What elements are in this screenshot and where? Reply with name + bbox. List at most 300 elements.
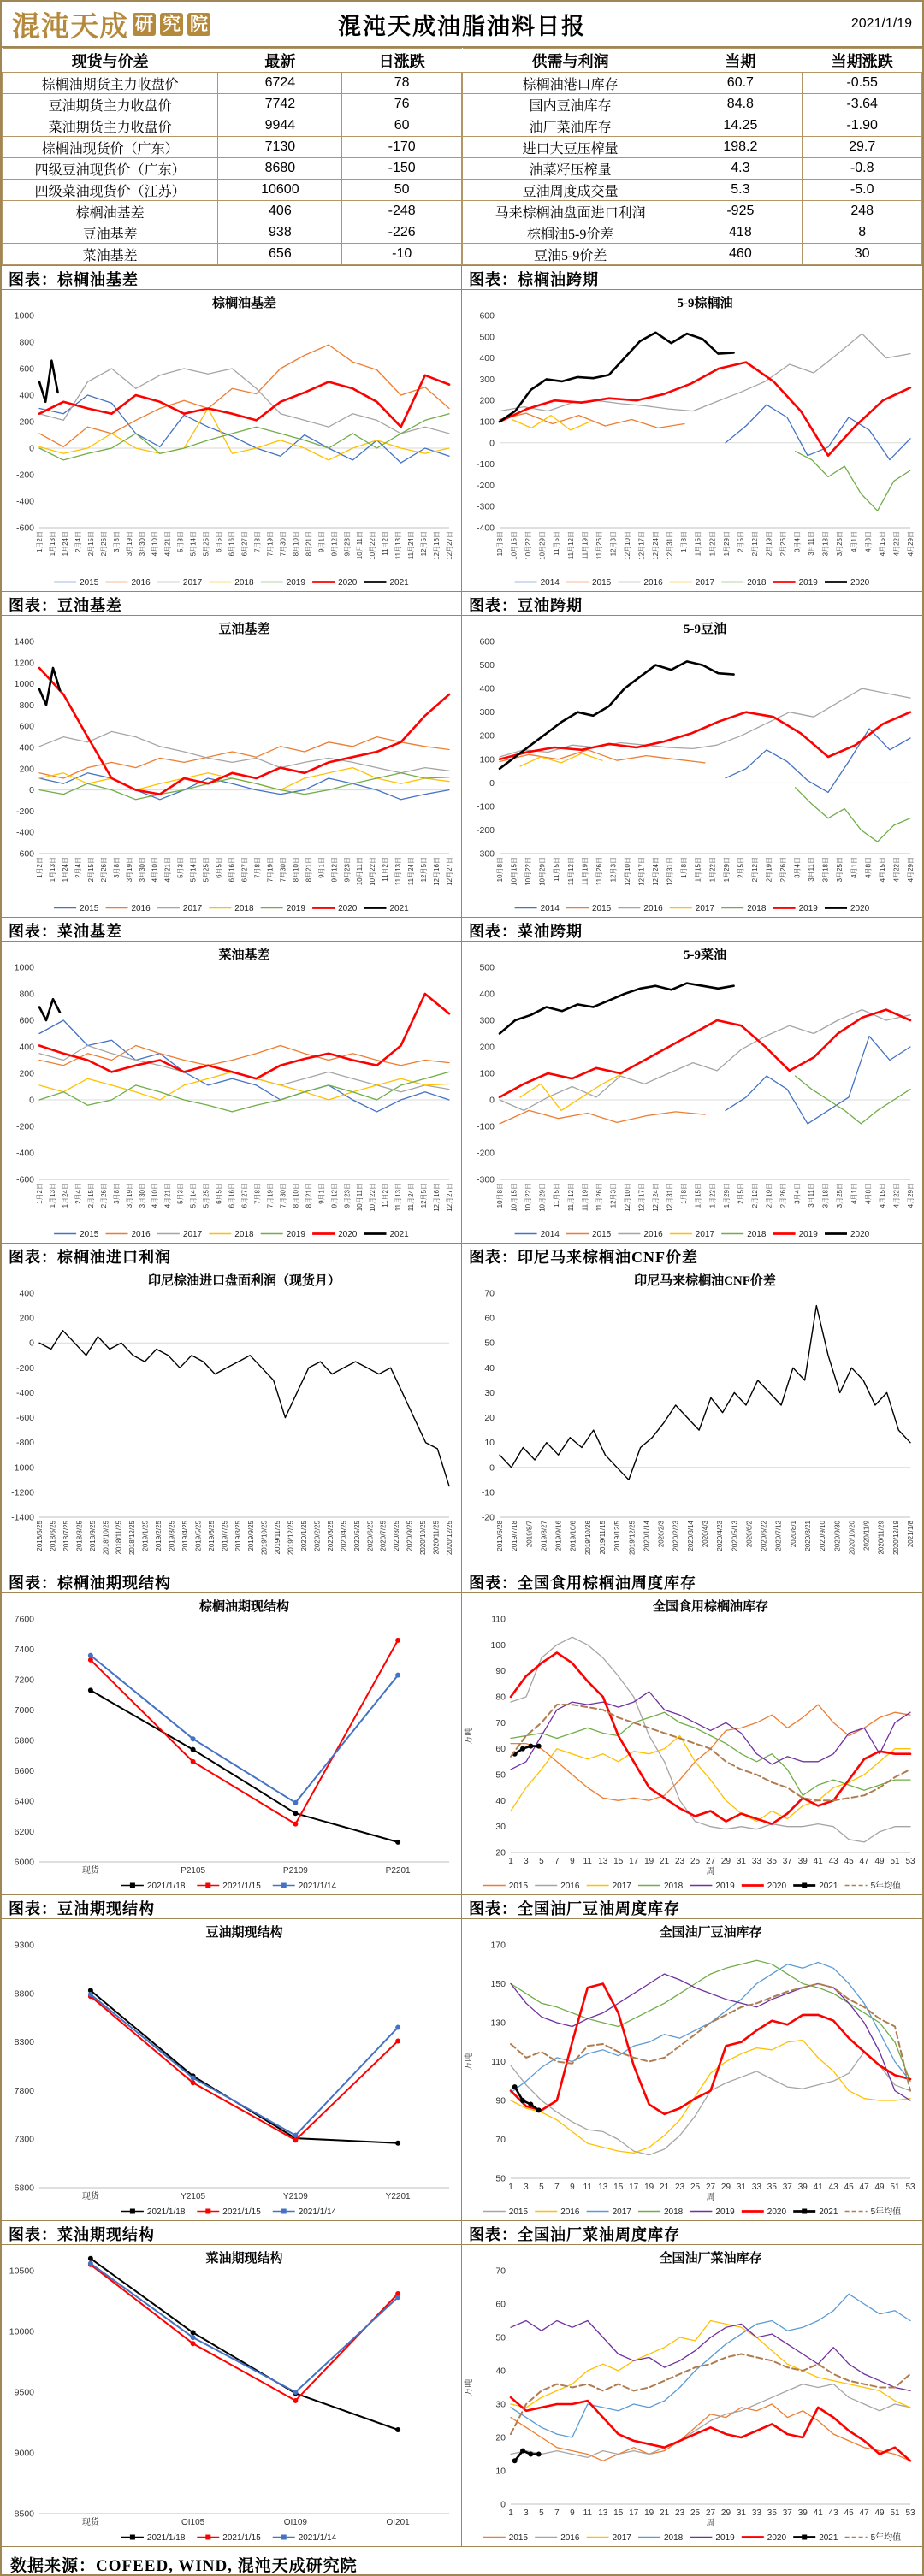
svg-text:10月22日: 10月22日 <box>369 531 377 560</box>
svg-text:2015: 2015 <box>592 578 612 588</box>
section-label: 图表：豆油基差 <box>2 592 461 616</box>
svg-text:10月22日: 10月22日 <box>524 531 533 560</box>
chart-cell-rape-inventory <box>462 2221 922 2546</box>
svg-text:10月22日: 10月22日 <box>369 1183 377 1212</box>
svg-text:2020/1/25: 2020/1/25 <box>300 1521 309 1551</box>
svg-text:23: 23 <box>675 2183 685 2192</box>
svg-text:2020/5/25: 2020/5/25 <box>352 1521 361 1551</box>
svg-text:8月21日: 8月21日 <box>305 857 313 883</box>
svg-text:6月16日: 6月16日 <box>228 531 236 557</box>
svg-text:3月18日: 3月18日 <box>821 1183 830 1208</box>
svg-text:60: 60 <box>484 1313 495 1324</box>
svg-text:-600: -600 <box>15 848 34 860</box>
svg-text:2021/1/18: 2021/1/18 <box>146 1882 186 1891</box>
table-value: 8 <box>803 222 922 244</box>
svg-text:2019/8/27: 2019/8/27 <box>540 1521 548 1551</box>
svg-text:-200: -200 <box>15 806 34 817</box>
svg-text:12月10日: 12月10日 <box>623 531 631 560</box>
svg-text:90: 90 <box>495 1666 506 1677</box>
chart-row-3 <box>2 918 922 1244</box>
svg-text:60: 60 <box>495 1744 506 1755</box>
svg-text:2017: 2017 <box>695 578 715 588</box>
section-label: 图表：全国油厂菜油周度库存 <box>462 2221 922 2245</box>
svg-text:11月19日: 11月19日 <box>581 857 589 886</box>
svg-text:11月24日: 11月24日 <box>407 1183 416 1212</box>
svg-text:12月27日: 12月27日 <box>446 531 453 560</box>
table-value: -0.8 <box>803 158 922 180</box>
table-value: 14.25 <box>678 115 803 137</box>
svg-text:2021: 2021 <box>389 1230 409 1239</box>
svg-text:2月12日: 2月12日 <box>750 1183 759 1208</box>
svg-text:1000: 1000 <box>14 310 34 322</box>
svg-text:10月11日: 10月11日 <box>356 857 364 886</box>
svg-text:OI105: OI105 <box>181 2518 205 2527</box>
svg-text:2021/1/15: 2021/1/15 <box>222 1882 261 1891</box>
svg-text:33: 33 <box>751 2508 761 2518</box>
svg-text:现货: 现货 <box>81 1866 99 1876</box>
section-label: 图表：印尼马来棕榈油CNF价差 <box>462 1244 922 1267</box>
svg-text:1月2日: 1月2日 <box>36 857 44 878</box>
svg-text:40: 40 <box>495 2366 506 2377</box>
svg-text:400: 400 <box>19 742 34 753</box>
table-value: 9944 <box>218 115 342 137</box>
svg-text:1月15日: 1月15日 <box>694 531 702 557</box>
svg-text:2016: 2016 <box>643 578 663 588</box>
chart-cell-cnf-spread <box>462 1244 922 1569</box>
svg-text:27: 27 <box>705 1857 716 1866</box>
svg-text:2020/3/25: 2020/3/25 <box>326 1521 335 1551</box>
chart-row-4 <box>2 1244 922 1569</box>
table-row-label: 四级豆油现货价（广东） <box>3 158 218 180</box>
svg-text:3月25日: 3月25日 <box>836 531 844 557</box>
svg-text:11月26日: 11月26日 <box>595 531 603 560</box>
svg-text:周: 周 <box>706 2519 715 2528</box>
svg-text:2020: 2020 <box>767 1882 787 1891</box>
svg-text:4月29日: 4月29日 <box>907 531 915 557</box>
svg-text:12月24日: 12月24日 <box>652 1183 660 1212</box>
svg-text:19: 19 <box>644 2183 654 2192</box>
svg-text:现货: 现货 <box>81 2192 99 2201</box>
svg-text:51: 51 <box>890 2508 900 2518</box>
svg-text:29: 29 <box>720 2183 732 2192</box>
svg-text:300: 300 <box>479 707 495 718</box>
svg-text:2017: 2017 <box>695 904 715 913</box>
svg-text:7月19日: 7月19日 <box>266 531 275 557</box>
svg-text:2017: 2017 <box>182 904 203 913</box>
svg-text:11月5日: 11月5日 <box>553 1183 561 1208</box>
svg-text:2月15日: 2月15日 <box>86 531 95 557</box>
col-header-spot: 现货与价差 <box>3 49 218 73</box>
svg-text:1月13日: 1月13日 <box>48 531 56 557</box>
svg-text:2020/12/19: 2020/12/19 <box>891 1521 900 1556</box>
svg-text:6000: 6000 <box>14 1857 34 1868</box>
report-header <box>2 2 922 48</box>
report-date: 2021/1/19 <box>850 16 912 31</box>
chart-svg-c6 <box>462 942 922 1243</box>
svg-text:8月10日: 8月10日 <box>292 1183 300 1208</box>
svg-text:5月3日: 5月3日 <box>176 857 185 878</box>
svg-text:2015: 2015 <box>592 904 612 913</box>
svg-text:200: 200 <box>19 417 34 428</box>
table-value: -0.55 <box>803 73 922 94</box>
svg-text:0: 0 <box>489 1095 495 1106</box>
table-value: 5.3 <box>678 180 803 201</box>
chart-svg-c9 <box>2 1593 461 1894</box>
svg-text:21: 21 <box>660 1857 670 1866</box>
svg-text:21: 21 <box>660 2508 670 2518</box>
svg-text:2018: 2018 <box>747 904 767 913</box>
svg-text:2020: 2020 <box>338 578 358 588</box>
svg-text:-600: -600 <box>15 1413 34 1424</box>
svg-text:2019/10/26: 2019/10/26 <box>583 1521 592 1556</box>
svg-text:2020: 2020 <box>767 2533 787 2543</box>
svg-text:4月10日: 4月10日 <box>151 857 159 883</box>
svg-text:12月31日: 12月31日 <box>666 1183 674 1212</box>
svg-text:2017: 2017 <box>612 1882 631 1891</box>
svg-text:1月29日: 1月29日 <box>722 857 731 883</box>
svg-text:-100: -100 <box>476 801 495 812</box>
svg-text:6月5日: 6月5日 <box>215 857 223 878</box>
svg-text:2021: 2021 <box>819 2207 838 2217</box>
svg-text:11月2日: 11月2日 <box>382 1183 390 1208</box>
svg-text:12月16日: 12月16日 <box>433 1183 441 1212</box>
svg-text:7: 7 <box>554 1857 560 1866</box>
svg-text:9: 9 <box>570 1857 575 1866</box>
svg-text:2014: 2014 <box>540 1230 560 1239</box>
svg-text:-400: -400 <box>476 523 495 534</box>
table-value: 248 <box>803 201 922 222</box>
table-row <box>3 201 462 222</box>
svg-text:豆油期现结构: 豆油期现结构 <box>205 1926 283 1940</box>
svg-text:P2201: P2201 <box>385 1866 411 1876</box>
svg-text:10月11日: 10月11日 <box>356 531 364 560</box>
svg-text:全国油厂豆油库存: 全国油厂豆油库存 <box>659 1926 762 1940</box>
chart-row-2 <box>2 592 922 918</box>
svg-text:-20: -20 <box>481 1512 495 1523</box>
svg-text:15: 15 <box>613 2183 624 2192</box>
svg-text:-400: -400 <box>15 496 34 507</box>
svg-text:6月27日: 6月27日 <box>240 1183 249 1208</box>
svg-text:7: 7 <box>554 2508 560 2518</box>
svg-text:30: 30 <box>484 1387 495 1398</box>
svg-text:1月22日: 1月22日 <box>708 1183 717 1208</box>
svg-text:1: 1 <box>508 2183 513 2192</box>
svg-text:4月22日: 4月22日 <box>892 531 901 557</box>
table-row <box>463 94 922 115</box>
svg-text:100: 100 <box>490 1640 506 1651</box>
svg-text:2015: 2015 <box>80 1230 99 1239</box>
svg-text:10月22日: 10月22日 <box>524 1183 533 1212</box>
svg-text:2020: 2020 <box>850 904 870 913</box>
svg-text:10月15日: 10月15日 <box>510 857 518 886</box>
svg-text:3月19日: 3月19日 <box>125 531 133 557</box>
table-value: 60.7 <box>678 73 803 94</box>
svg-text:2月5日: 2月5日 <box>737 1183 745 1204</box>
svg-text:10月29日: 10月29日 <box>538 531 547 560</box>
svg-text:8月10日: 8月10日 <box>292 857 300 883</box>
svg-text:2020: 2020 <box>338 904 358 913</box>
svg-text:P2105: P2105 <box>181 1866 206 1876</box>
svg-text:-300: -300 <box>476 1174 495 1185</box>
svg-text:2015: 2015 <box>592 1230 612 1239</box>
svg-text:10月29日: 10月29日 <box>538 857 547 886</box>
table-row <box>463 201 922 222</box>
chart-cell-rape-term <box>2 2221 462 2546</box>
svg-text:12月10日: 12月10日 <box>623 1183 631 1212</box>
chart-palm-basis <box>2 290 461 591</box>
svg-text:P2109: P2109 <box>282 1866 308 1876</box>
svg-text:4月22日: 4月22日 <box>892 857 901 883</box>
svg-text:-200: -200 <box>476 1148 495 1159</box>
table-value: 7742 <box>218 94 342 115</box>
section-label: 图表：棕榈油跨期 <box>462 266 922 290</box>
svg-text:棕榈油期现结构: 棕榈油期现结构 <box>198 1600 290 1614</box>
chart-svg-c14 <box>462 2245 922 2546</box>
svg-text:200: 200 <box>19 1068 34 1079</box>
svg-text:2020/4/23: 2020/4/23 <box>716 1521 725 1551</box>
svg-text:5月3日: 5月3日 <box>176 531 185 552</box>
table-row <box>3 94 462 115</box>
svg-text:2019/12/25: 2019/12/25 <box>287 1521 295 1556</box>
svg-text:13: 13 <box>598 2508 608 2518</box>
svg-text:2月19日: 2月19日 <box>765 1183 773 1208</box>
svg-text:53: 53 <box>905 2508 915 2518</box>
svg-text:3月8日: 3月8日 <box>112 857 121 878</box>
svg-text:4月21日: 4月21日 <box>163 531 172 557</box>
chart-svg-c7 <box>2 1267 461 1569</box>
table-row-label: 油厂菜油库存 <box>463 115 678 137</box>
svg-text:2月26日: 2月26日 <box>779 1183 788 1208</box>
svg-text:9月23日: 9月23日 <box>343 1183 352 1208</box>
svg-text:9: 9 <box>570 2183 575 2192</box>
svg-text:20: 20 <box>495 1847 506 1858</box>
svg-text:2020/6/2: 2020/6/2 <box>745 1521 754 1548</box>
svg-text:50: 50 <box>484 1338 495 1349</box>
section-label: 图表：豆油跨期 <box>462 592 922 616</box>
chart-svg-c2 <box>462 290 922 591</box>
svg-text:20: 20 <box>484 1413 495 1424</box>
svg-text:11月12日: 11月12日 <box>566 857 575 886</box>
chart-cell-soy-basis <box>2 592 462 917</box>
chart-palm-term-structure <box>2 1593 461 1894</box>
svg-text:2020/5/13: 2020/5/13 <box>731 1521 739 1551</box>
svg-text:6月27日: 6月27日 <box>240 531 249 557</box>
svg-text:33: 33 <box>751 2183 761 2192</box>
svg-text:3月4日: 3月4日 <box>793 857 802 878</box>
svg-text:2019/8/25: 2019/8/25 <box>234 1521 242 1551</box>
svg-text:10月8日: 10月8日 <box>496 531 504 557</box>
svg-text:2017: 2017 <box>612 2533 631 2543</box>
svg-text:10月15日: 10月15日 <box>510 1183 518 1212</box>
svg-text:49: 49 <box>874 2183 885 2192</box>
svg-text:10: 10 <box>484 1438 495 1449</box>
svg-text:-600: -600 <box>15 523 34 534</box>
svg-text:1月2日: 1月2日 <box>36 531 44 552</box>
logo-box-char: 研 <box>133 13 156 36</box>
chart-cell-soy-term <box>2 1895 462 2220</box>
svg-text:11月26日: 11月26日 <box>595 857 603 886</box>
svg-text:2019/10/25: 2019/10/25 <box>260 1521 269 1556</box>
svg-text:1月15日: 1月15日 <box>694 1183 702 1208</box>
svg-text:6600: 6600 <box>14 1766 34 1776</box>
svg-text:1: 1 <box>508 2508 513 2518</box>
svg-text:400: 400 <box>19 1288 34 1299</box>
svg-text:70: 70 <box>484 1288 495 1299</box>
svg-text:-800: -800 <box>15 1438 34 1449</box>
svg-text:11月5日: 11月5日 <box>553 531 561 556</box>
svg-text:8300: 8300 <box>14 2037 34 2048</box>
chart-row-6 <box>2 1895 922 2221</box>
table-row-label: 国内豆油库存 <box>463 94 678 115</box>
svg-text:2016: 2016 <box>131 1230 151 1239</box>
svg-text:印尼棕油进口盘面利润（现货月）: 印尼棕油进口盘面利润（现货月） <box>147 1274 341 1288</box>
svg-text:6400: 6400 <box>14 1796 34 1807</box>
section-label: 图表：全国食用棕榈油周度库存 <box>462 1569 922 1593</box>
svg-text:11月5日: 11月5日 <box>553 857 561 882</box>
svg-text:3月18日: 3月18日 <box>821 857 830 883</box>
table-row-label: 油菜籽压榨量 <box>463 158 678 180</box>
svg-text:6月16日: 6月16日 <box>228 857 236 883</box>
svg-text:2020/2/25: 2020/2/25 <box>313 1521 322 1551</box>
svg-text:11月13日: 11月13日 <box>394 857 403 886</box>
svg-text:2019: 2019 <box>715 1882 735 1891</box>
svg-text:2015: 2015 <box>80 904 99 913</box>
svg-text:5-9豆油: 5-9豆油 <box>684 623 726 636</box>
svg-text:2021/1/15: 2021/1/15 <box>222 2533 261 2543</box>
section-label: 图表：棕榈油期现结构 <box>2 1569 461 1593</box>
svg-text:10月8日: 10月8日 <box>496 857 504 883</box>
svg-text:2021: 2021 <box>389 578 409 588</box>
svg-text:7月30日: 7月30日 <box>279 531 287 557</box>
table-value: -925 <box>678 201 803 222</box>
chart-soyoil-calendar-spread <box>462 616 922 917</box>
svg-text:9月1日: 9月1日 <box>317 857 326 878</box>
svg-text:800: 800 <box>19 989 34 1000</box>
svg-text:4月29日: 4月29日 <box>907 857 915 883</box>
chart-cnf-spread <box>462 1267 922 1569</box>
svg-text:41: 41 <box>813 1857 823 1866</box>
svg-text:15: 15 <box>613 1857 624 1866</box>
svg-text:70: 70 <box>495 1717 506 1728</box>
svg-text:2020: 2020 <box>767 2207 787 2217</box>
svg-text:60: 60 <box>495 2299 506 2310</box>
svg-text:41: 41 <box>813 2183 823 2192</box>
svg-text:39: 39 <box>797 1857 808 1866</box>
svg-text:50: 50 <box>495 1770 506 1781</box>
svg-text:400: 400 <box>479 683 495 694</box>
svg-text:9月1日: 9月1日 <box>317 1183 326 1204</box>
svg-text:170: 170 <box>490 1940 506 1951</box>
svg-text:19: 19 <box>644 2508 654 2518</box>
svg-text:-100: -100 <box>476 1121 495 1132</box>
svg-text:100: 100 <box>479 1068 495 1079</box>
chart-soyoil-basis <box>2 616 461 917</box>
svg-text:2021/1/14: 2021/1/14 <box>298 2207 337 2217</box>
svg-text:6800: 6800 <box>14 2183 34 2194</box>
svg-text:6月5日: 6月5日 <box>215 531 223 552</box>
svg-text:2016: 2016 <box>560 2207 580 2217</box>
svg-text:万吨: 万吨 <box>465 2053 474 2071</box>
svg-text:4月21日: 4月21日 <box>163 1183 172 1208</box>
logo-box-char: 院 <box>187 13 210 36</box>
svg-text:53: 53 <box>905 1857 915 1866</box>
svg-text:2018/12/25: 2018/12/25 <box>128 1521 137 1556</box>
svg-text:2019/5/25: 2019/5/25 <box>194 1521 203 1551</box>
table-header-row <box>463 49 922 73</box>
table-row <box>463 222 922 244</box>
svg-text:800: 800 <box>19 337 34 348</box>
svg-text:3: 3 <box>524 2183 529 2192</box>
chart-svg-c4 <box>462 616 922 917</box>
table-value: 60 <box>342 115 462 137</box>
svg-text:12月17日: 12月17日 <box>637 531 646 560</box>
table-row <box>3 244 462 265</box>
svg-text:2019: 2019 <box>286 1230 305 1239</box>
svg-text:印尼马来棕榈油CNF价差: 印尼马来棕榈油CNF价差 <box>634 1274 776 1288</box>
svg-text:23: 23 <box>675 1857 685 1866</box>
table-value: 198.2 <box>678 137 803 158</box>
table-value: -5.0 <box>803 180 922 201</box>
svg-text:5月25日: 5月25日 <box>202 1183 210 1208</box>
svg-text:12月17日: 12月17日 <box>637 1183 646 1212</box>
table-row-label: 豆油期货主力收盘价 <box>3 94 218 115</box>
svg-text:11月26日: 11月26日 <box>595 1183 603 1212</box>
svg-text:6800: 6800 <box>14 1735 34 1746</box>
svg-text:8月21日: 8月21日 <box>305 1183 313 1208</box>
svg-text:4月8日: 4月8日 <box>864 531 873 552</box>
svg-text:2月4日: 2月4日 <box>74 1183 82 1204</box>
svg-text:2017: 2017 <box>182 578 203 588</box>
svg-text:2021/1/15: 2021/1/15 <box>222 2207 261 2217</box>
svg-text:19: 19 <box>644 1857 654 1866</box>
svg-text:-200: -200 <box>15 1362 34 1374</box>
svg-text:2016: 2016 <box>643 904 663 913</box>
table-value: 656 <box>218 244 342 265</box>
svg-text:5月14日: 5月14日 <box>189 1183 198 1208</box>
svg-text:2018/6/25: 2018/6/25 <box>49 1521 57 1551</box>
svg-text:2021/1/18: 2021/1/18 <box>146 2207 186 2217</box>
section-label: 图表：菜油期现结构 <box>2 2221 461 2245</box>
table-row-label: 豆油周度成交量 <box>463 180 678 201</box>
chart-rapeoil-weekly-inventory <box>462 2245 922 2546</box>
svg-text:2020: 2020 <box>850 578 870 588</box>
svg-text:49: 49 <box>874 1857 885 1866</box>
svg-text:11: 11 <box>583 2508 593 2518</box>
svg-text:27: 27 <box>705 2183 716 2192</box>
svg-text:2019/1/25: 2019/1/25 <box>141 1521 150 1551</box>
svg-text:2019/3/25: 2019/3/25 <box>168 1521 176 1551</box>
svg-text:200: 200 <box>479 730 495 741</box>
svg-text:4月21日: 4月21日 <box>163 857 172 883</box>
svg-text:12月3日: 12月3日 <box>609 531 618 557</box>
svg-text:500: 500 <box>479 660 495 671</box>
table-value: 460 <box>678 244 803 265</box>
svg-text:2019/2/25: 2019/2/25 <box>155 1521 163 1551</box>
svg-text:2019: 2019 <box>798 1230 818 1239</box>
svg-text:37: 37 <box>782 1857 792 1866</box>
svg-text:5年均值: 5年均值 <box>870 2207 902 2217</box>
svg-text:2020/6/22: 2020/6/22 <box>760 1521 768 1551</box>
svg-text:6月16日: 6月16日 <box>228 1183 236 1208</box>
svg-text:10月29日: 10月29日 <box>538 1183 547 1212</box>
svg-text:3月30日: 3月30日 <box>138 531 146 557</box>
svg-text:800: 800 <box>19 700 34 711</box>
svg-text:5年均值: 5年均值 <box>870 2533 902 2543</box>
data-source-note: 数据来源：COFEED, WIND, 混沌天成研究院 <box>10 2557 358 2575</box>
svg-text:600: 600 <box>19 721 34 732</box>
svg-text:2018/11/25: 2018/11/25 <box>115 1521 123 1555</box>
col-header-daily-change: 日涨跌 <box>342 49 462 73</box>
